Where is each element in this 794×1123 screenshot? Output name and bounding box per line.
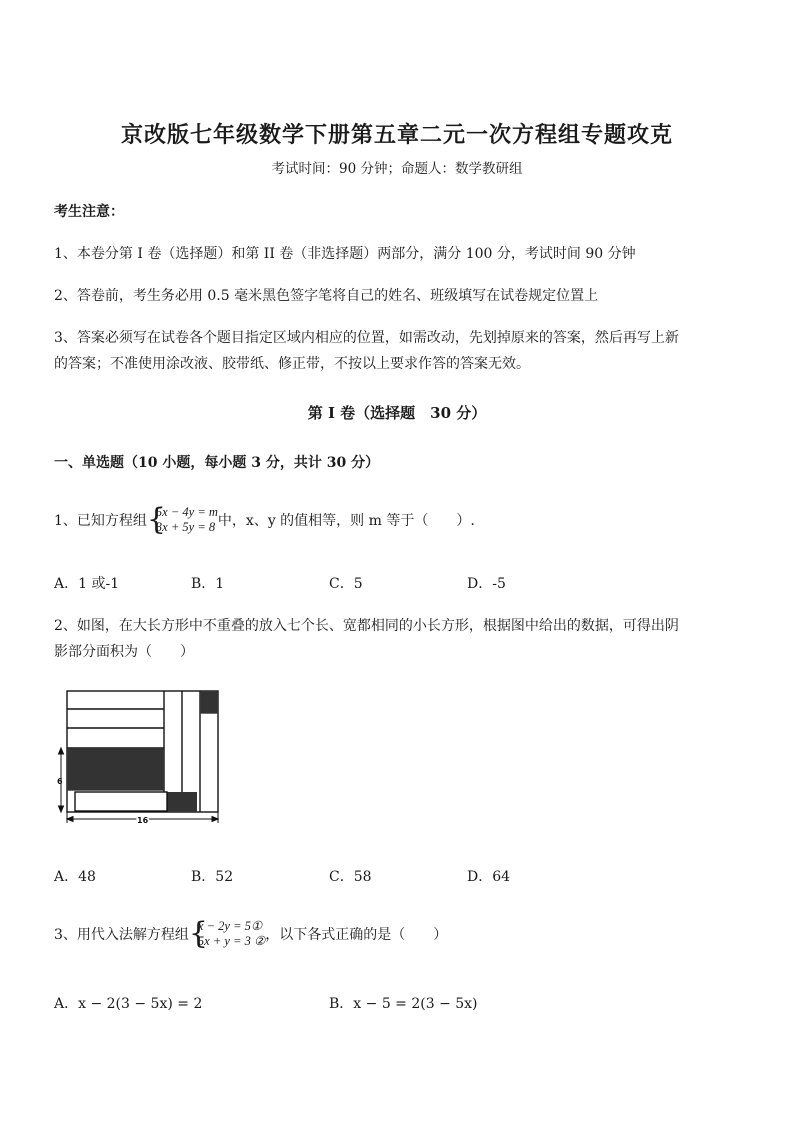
shaded-region-left [68,749,164,791]
shaded-region-bottom [167,792,197,812]
question-1 [54,500,475,540]
q3-eq1: x − 2y = 5① [197,919,263,933]
notice-item-3: 3、答案必须写在试卷各个题目指定区域内相应的位置，如需改动，先划掉原来的答案，然后再写上新 [54,330,679,346]
width-label: 16 [137,816,149,825]
notice-item-2: 2、答卷前，考生务必用 0.5 毫米黑色签字笔将自己的姓名、班级填写在试卷规定位置上 [54,288,599,304]
part-heading: 一、单选题（10 小题，每小题 3 分，共计 30 分） [54,455,380,471]
q1-option-a[interactable]: A．1 或-1 [54,576,120,592]
q2-option-a[interactable]: A．48 [54,869,96,885]
q3-prefix: 3、用代入法解方程组 [54,927,189,943]
q1-suffix: 中，x、y 的值相等，则 m 等于（ ）. [217,513,475,529]
shaded-region-top-right [201,692,218,714]
bottom-strip [75,792,167,811]
page-title: 京改版七年级数学下册第五章二元一次方程组专题攻克 [120,122,673,148]
notice-heading: 考生注意： [54,204,124,220]
page-subtitle: 考试时间：90 分钟；命题人：数学教研组 [271,161,523,177]
q1-option-b[interactable]: B．1 [191,576,225,592]
q1-prefix: 1、已知方程组 [54,513,147,529]
q3-eq2: 5x + y = 3 ② [197,934,266,948]
q1-eq1: 5x − 4y = m [155,505,218,519]
q2-option-d[interactable]: D．64 [467,869,511,885]
q1-eq2: 3x + 5y = 8 [155,520,216,534]
q1-option-c[interactable]: C．5 [329,576,363,592]
notice-item-3-cont: 的答案；不准使用涂改液、胶带纸、修正带，不按以上要求作答的答案无效。 [54,356,530,372]
q2-text-line2: 影部分面积为（ ） [54,644,194,660]
q3-suffix: ，以下各式正确的是（ ） [265,927,448,943]
q2-option-b[interactable]: B．52 [191,869,234,885]
height-label: 6 [57,777,63,786]
section-title: 第 I 卷（选择题 30 分） [307,404,487,422]
q3-equation-system [188,916,266,951]
q1-equation-system [146,502,218,537]
brace-icon: { [188,916,209,951]
q1-option-d[interactable]: D．-5 [467,576,506,592]
q2-option-c[interactable]: C．58 [329,869,372,885]
brace-icon: { [146,502,167,537]
q3-option-b[interactable]: B．x − 5 = 2(3 − 5x) [329,996,478,1012]
q2-text-line1: 2、如图，在大长方形中不重叠的放入七个长、宽都相同的小长方形，根据图中给出的数据，可得出阴 [54,618,679,634]
q3-option-a[interactable]: A．x − 2(3 − 5x) = 2 [54,996,203,1012]
q2-figure [55,686,230,828]
question-3 [54,914,447,954]
notice-item-1: 1、本卷分第 I 卷（选择题）和第 II 卷（非选择题）两部分，满分 100 分，考试时间 90 分钟 [54,246,636,262]
